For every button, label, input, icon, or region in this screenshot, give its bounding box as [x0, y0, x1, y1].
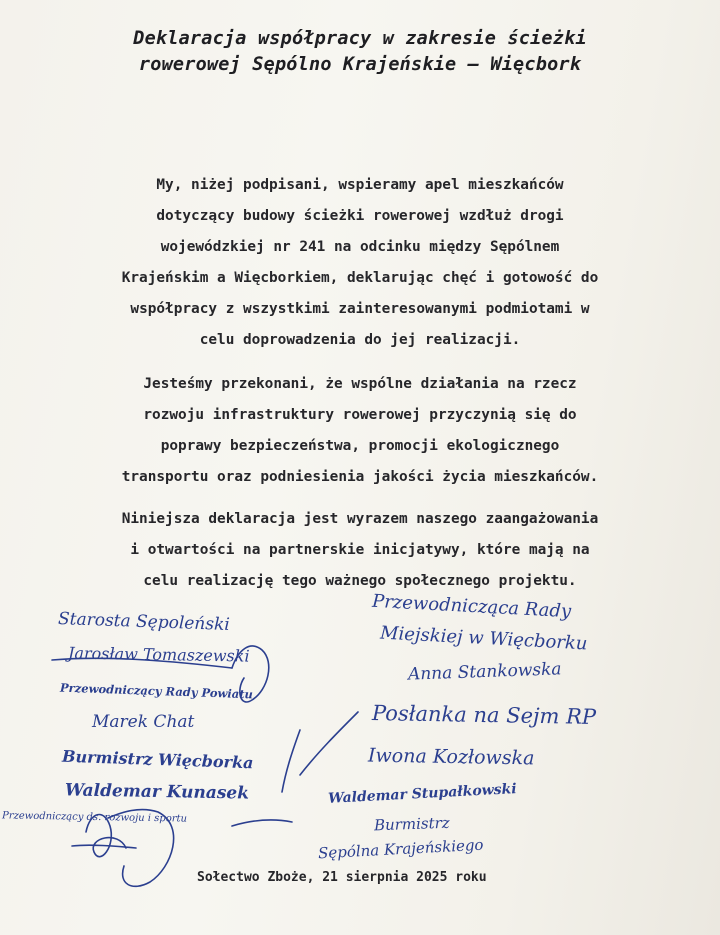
paragraph-2	[40, 369, 680, 493]
signature-starosta-name: Jarosław Tomaszewski	[67, 643, 250, 666]
text-line: celu realizację tego ważnego społecznego projektu.	[143, 573, 577, 589]
document-title	[0, 26, 720, 78]
signature-przewodniczacy-rozwoju: Przewodniczący ds. rozwoju i sportu	[1, 810, 188, 825]
signature-burmistrz-sepolna-name: Waldemar Stupałkowski	[327, 781, 518, 807]
document-footer: Sołectwo Zboże, 21 sierpnia 2025 roku	[197, 870, 487, 885]
text-line: Niniejsza deklaracja jest wyrazem naszego zaangażowania	[121, 511, 599, 527]
text-line: My, niżej podpisani, wspieramy apel mieszkańców	[156, 177, 564, 193]
signature-przewodniczaca-rady-name: Anna Stankowska	[407, 659, 562, 685]
signature-starosta-role: Starosta Sępoleński	[57, 609, 231, 635]
text-line: dotyczący budowy ścieżki rowerowej wzdłuż drogi	[156, 208, 564, 224]
signature-stroke	[282, 730, 300, 792]
title-line: Deklaracja współpracy w zakresie ścieżki	[133, 28, 587, 49]
signature-poslanka-name: Iwona Kozłowska	[367, 744, 535, 770]
signature-stroke	[300, 712, 358, 775]
signature-burmistrz-sepolna-role-1: Burmistrz	[373, 813, 450, 835]
signature-burmistrz-sepolna-role-2: Sępólna Krajeńskiego	[317, 835, 484, 863]
signature-stroke	[72, 845, 136, 848]
text-line: poprawy bezpieczeństwa, promocji ekologicznego	[160, 438, 560, 454]
signature-przewodniczaca-rady-role-2: Miejskiej w Więcborku	[379, 622, 588, 655]
paragraph-3	[40, 504, 680, 597]
signature-przewodniczaca-rady-role-1: Przewodnicząca Rady	[371, 590, 572, 623]
text-line: Krajeńskim a Więcborkiem, deklarując chęć i gotowość do	[121, 270, 599, 286]
text-line: Jesteśmy przekonani, że wspólne działania na rzecz	[143, 376, 577, 392]
signature-stroke	[232, 820, 292, 826]
paragraph-1	[40, 170, 680, 356]
signature-burmistrz-wiecborka-name: Waldemar Kunasek	[64, 780, 250, 804]
signature-przewodniczacy-role: Przewodniczący Rady Powiatu	[59, 680, 254, 702]
text-line: wojewódzkiej nr 241 na odcinku między Sępólnem	[160, 239, 560, 255]
title-line: rowerowej Sępólno Krajeńskie – Więcbork	[138, 54, 582, 75]
text-line: i otwartości na partnerskie inicjatywy, które mają na	[130, 542, 590, 558]
text-line: współpracy z wszystkimi zainteresowanymi podmiotami w	[130, 301, 590, 317]
signature-przewodniczacy-name: Marek Chat	[92, 712, 195, 732]
text-line: transportu oraz podniesienia jakości życia mieszkańców.	[121, 469, 599, 485]
signature-burmistrz-wiecborka-role: Burmistrz Więcborka	[61, 746, 254, 773]
text-line: rozwoju infrastruktury rowerowej przyczynią się do	[143, 407, 577, 423]
text-line: celu doprowadzenia do jej realizacji.	[199, 332, 521, 348]
signature-poslanka-role: Posłanka na Sejm RP	[371, 701, 597, 729]
